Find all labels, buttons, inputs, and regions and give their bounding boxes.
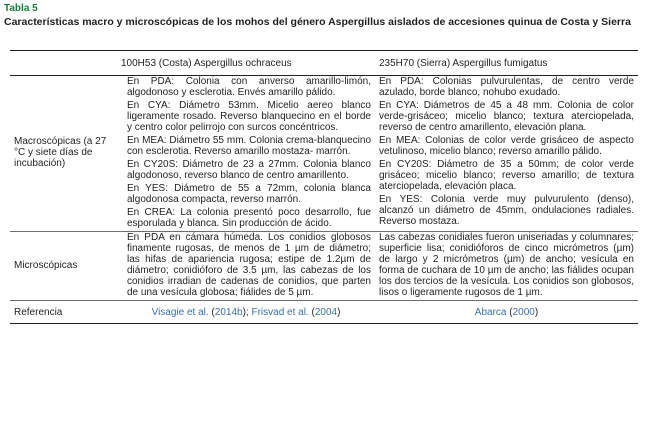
row-label-microscopicas: [10, 232, 117, 301]
macro-sierra-cy20s: En CY20S: Diámetro de 35 a 50mm; de color verde grisáceo; micelio blanco; reverso amarillo; de textura aterciopelada, elevación placa.: [379, 159, 634, 192]
cell-ref-costa: [117, 301, 375, 324]
macro-sierra-yes: En YES: Colonia verde muy pulvurulento (denso), alcanzó un diámetro de 45mm, ondulaciones radiales. Reverso mostaza.: [379, 194, 634, 227]
macro-costa-mea: En MEA: Diámetro 55 mm. Colonia crema-blanquecino con esclerotia. Reverso amarillo mostaza- marrón.: [127, 135, 371, 157]
table-row-microscopicas: [10, 232, 638, 301]
macro-costa-crea: En CREA: La colonia presentó poco desarrollo, fue esporulada y blanca. Sin producción de ácido.: [127, 207, 371, 229]
citation-abarca-close: ): [534, 306, 539, 318]
header-row: [10, 51, 638, 76]
table-caption: Características macro y microscópicas de los mohos del género Aspergillus aislados de accesiones quinua de Costa y Sierra: [4, 16, 631, 28]
citation-frisvad-open: (: [308, 306, 315, 318]
citation-abarca-link[interactable]: Abarca: [474, 306, 507, 318]
row-label-macroscopicas: [10, 76, 117, 232]
micro-sierra-text: Las cabezas conidiales fueron uniseriadas y columnares; superficie lisa; conidióforos de cinco micrómetros (µm) de largo y 2 micrómetros (µm) de ancho; vesícula en forma de cuchara de 10 µm de ancho; las fiálides ocupan los dos tercios de la vesícula. Los conidios son globosos, lisos o ligeramente rugosos de 1 µm.: [379, 232, 634, 298]
macro-costa-cy20s: En CY20S: Diámetro de 23 a 27mm. Colonia blanco algodonoso, reverso blanco de centro amarillento.: [127, 159, 371, 181]
macro-costa-yes: En YES: Diámetro de 55 a 72mm, colonia blanca algodonosa compacta, reverso marrón.: [127, 183, 371, 205]
header-cell-empty: [10, 51, 117, 76]
row-label-text: Macroscópicas (a 27 °C y siete días de incubación): [14, 136, 107, 169]
citation-frisvad-close: ): [337, 306, 341, 318]
cell-macro-sierra: [375, 76, 638, 232]
macro-sierra-pda: En PDA: Colonias pulvurulentas, de centro verde azulado, borde blanco, nohubo exudado.: [379, 76, 634, 98]
citation-visagie-link[interactable]: Visagie et al.: [151, 306, 209, 318]
table-row-macroscopicas: [10, 76, 638, 232]
citation-frisvad-link[interactable]: Frisvad et al.: [251, 306, 309, 318]
citation-separator: );: [242, 306, 252, 318]
citation-visagie-open: (: [208, 306, 215, 318]
cell-micro-costa: [117, 232, 375, 301]
macro-costa-pda: En PDA: Colonia con anverso amarillo-limón, algodonoso y esclerotia. Envés amarillo pálido.: [127, 76, 371, 98]
cell-macro-costa: [117, 76, 375, 232]
table-row-referencia: [10, 301, 638, 324]
macro-sierra-mea: En MEA: Colonias de color verde grisáceo de aspecto vetulinoso, micelio blanco; reverso amarillo pálido.: [379, 135, 634, 157]
cell-ref-sierra: [375, 301, 638, 324]
citation-frisvad-year-link[interactable]: 2004: [314, 306, 338, 318]
micro-costa-text: En PDA en cámara húmeda. Los conidios globosos finamente rugosas, de menos de 1 µm de diámetro; las hifas de apariencia rugosa; estipe de 1.2µm de diámetro; conidióforo de 3.5 µm, las cabezas de los conidios irradian de cadenas de conidios, que parten de una vesícula globosa; fiálides de 5 µm.: [127, 232, 371, 298]
macro-costa-cya: En CYA: Diámetro 53mm. Micelio aereo blanco ligeramente rosado. Reverso blanquecino en el borde y centro color pelirrojo con surcos concéntricos.: [127, 100, 371, 133]
citation-visagie-year-link[interactable]: 2014b: [214, 306, 243, 318]
citation-abarca-open: (: [506, 306, 513, 318]
cell-micro-sierra: [375, 232, 638, 301]
row-label-referencia: Referencia: [10, 301, 117, 324]
header-sierra: 235H70 (Sierra) Aspergillus fumigatus: [375, 51, 638, 76]
table-label: Tabla 5: [4, 3, 38, 14]
header-costa: 100H53 (Costa) Aspergillus ochraceus: [117, 51, 375, 76]
macro-sierra-cya: En CYA: Diámetros de 45 a 48 mm. Colonia de color verde-grisáceo; micelio blanco; textura aterciopelada, reverso de centro amarillento, elevación plana.: [379, 100, 634, 133]
citation-abarca-year-link[interactable]: 2000: [512, 306, 535, 318]
row-label-text: Microscópicas: [14, 259, 78, 271]
data-table: [10, 50, 638, 324]
